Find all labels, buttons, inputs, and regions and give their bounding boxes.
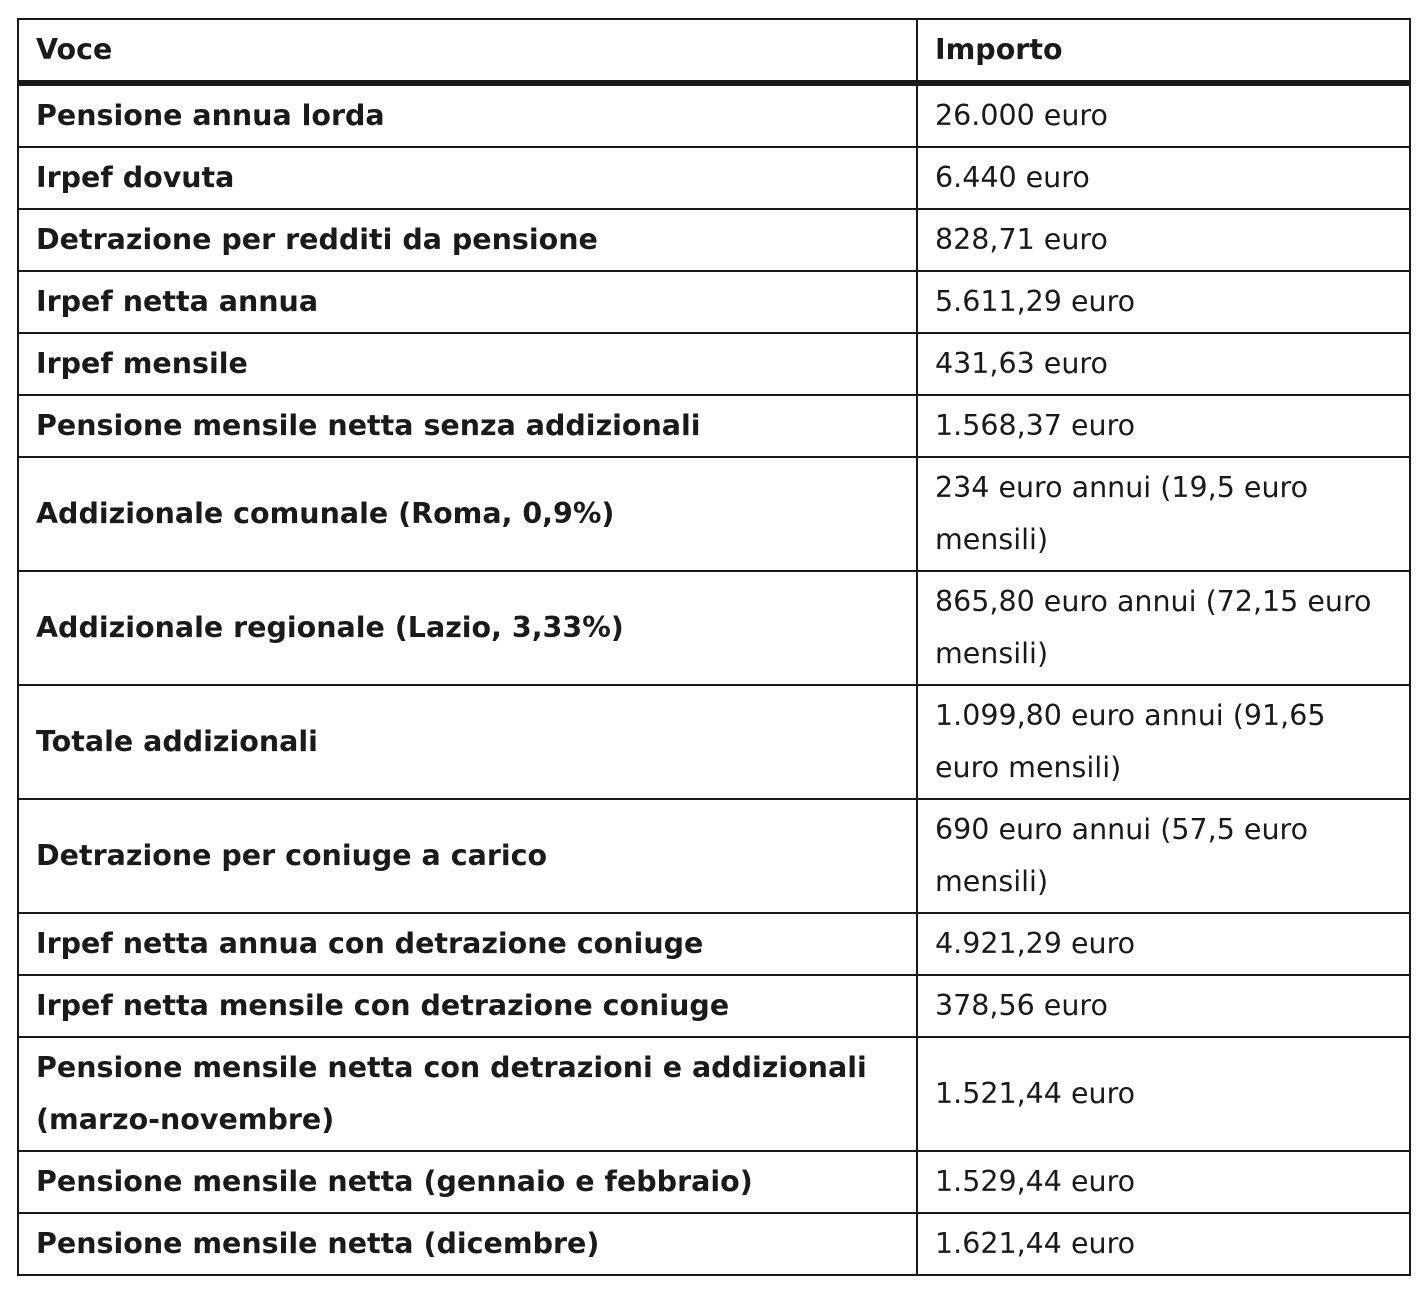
table-row bbox=[18, 333, 1410, 395]
row-label: Pensione mensile netta (dicembre) bbox=[18, 1213, 917, 1275]
row-value: 1.521,44 euro bbox=[917, 1037, 1410, 1151]
row-value: 26.000 euro bbox=[917, 83, 1410, 147]
row-value: 6.440 euro bbox=[917, 147, 1410, 209]
row-value: 865,80 euro annui (72,15 euro mensili) bbox=[917, 571, 1410, 685]
row-value: 1.621,44 euro bbox=[917, 1213, 1410, 1275]
row-value: 828,71 euro bbox=[917, 209, 1410, 271]
row-value: 1.529,44 euro bbox=[917, 1151, 1410, 1213]
row-value: 1.099,80 euro annui (91,65 euro mensili) bbox=[917, 685, 1410, 799]
table-row bbox=[18, 799, 1410, 913]
row-label: Pensione mensile netta con detrazioni e addizionali (marzo-novembre) bbox=[18, 1037, 917, 1151]
row-label: Addizionale comunale (Roma, 0,9%) bbox=[18, 457, 917, 571]
table-row bbox=[18, 457, 1410, 571]
table-row bbox=[18, 913, 1410, 975]
row-label: Pensione annua lorda bbox=[18, 83, 917, 147]
pension-breakdown-table bbox=[17, 18, 1411, 1276]
row-value: 1.568,37 euro bbox=[917, 395, 1410, 457]
header-voce: Voce bbox=[18, 19, 917, 83]
row-label: Irpef netta annua bbox=[18, 271, 917, 333]
row-label: Pensione mensile netta (gennaio e febbraio) bbox=[18, 1151, 917, 1213]
row-value: 431,63 euro bbox=[917, 333, 1410, 395]
row-label: Totale addizionali bbox=[18, 685, 917, 799]
table-row bbox=[18, 209, 1410, 271]
table-header-row bbox=[18, 19, 1410, 83]
row-value: 4.921,29 euro bbox=[917, 913, 1410, 975]
row-label: Irpef netta mensile con detrazione coniuge bbox=[18, 975, 917, 1037]
row-label: Detrazione per redditi da pensione bbox=[18, 209, 917, 271]
row-label: Irpef dovuta bbox=[18, 147, 917, 209]
table-row bbox=[18, 1037, 1410, 1151]
row-label: Irpef mensile bbox=[18, 333, 917, 395]
row-value: 234 euro annui (19,5 euro mensili) bbox=[917, 457, 1410, 571]
table-row bbox=[18, 975, 1410, 1037]
table-row bbox=[18, 1151, 1410, 1213]
row-value: 5.611,29 euro bbox=[917, 271, 1410, 333]
row-label: Pensione mensile netta senza addizionali bbox=[18, 395, 917, 457]
header-importo: Importo bbox=[917, 19, 1410, 83]
row-value: 378,56 euro bbox=[917, 975, 1410, 1037]
table-row bbox=[18, 571, 1410, 685]
table-row bbox=[18, 147, 1410, 209]
row-value: 690 euro annui (57,5 euro mensili) bbox=[917, 799, 1410, 913]
table-row bbox=[18, 83, 1410, 147]
row-label: Addizionale regionale (Lazio, 3,33%) bbox=[18, 571, 917, 685]
row-label: Detrazione per coniuge a carico bbox=[18, 799, 917, 913]
table-row bbox=[18, 271, 1410, 333]
table-row bbox=[18, 1213, 1410, 1275]
table-row bbox=[18, 685, 1410, 799]
row-label: Irpef netta annua con detrazione coniuge bbox=[18, 913, 917, 975]
table-row bbox=[18, 395, 1410, 457]
